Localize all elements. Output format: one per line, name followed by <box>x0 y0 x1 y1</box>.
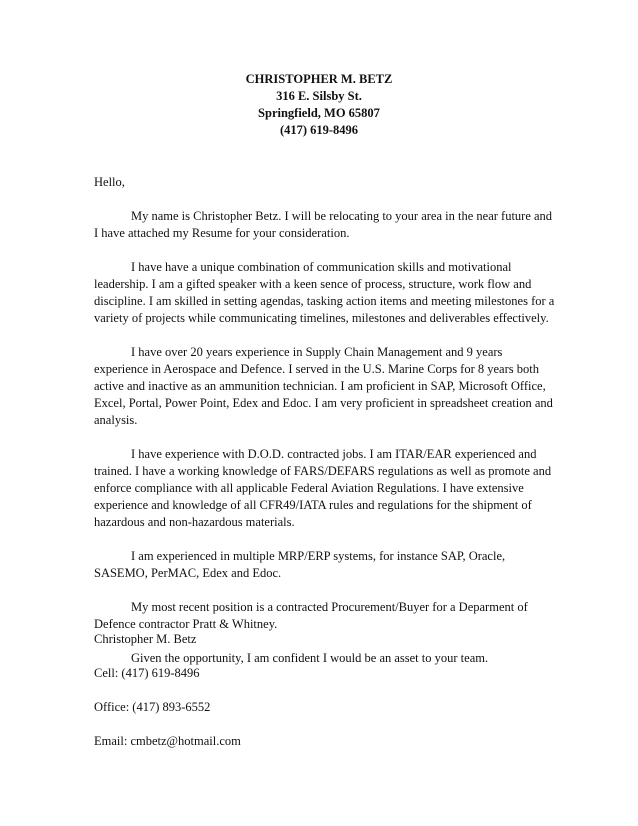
paragraph-intro: My name is Christopher Betz. I will be relocating to your area in the near future and I have attached my Resume for your consideration. <box>94 209 553 240</box>
signature-name: Christopher M. Betz <box>94 632 197 646</box>
paragraph-closing: Given the opportunity, I am confident I would be an asset to your team. <box>131 651 489 665</box>
greeting: Hello, <box>94 175 125 189</box>
signature-email: Email: cmbetz@hotmail.com <box>94 734 241 748</box>
sender-name: CHRISTOPHER M. BETZ <box>245 72 393 86</box>
signature-cell: Cell: (417) 619-8496 <box>94 666 200 680</box>
letter-header <box>0 71 638 139</box>
signature-office: Office: (417) 893-6552 <box>94 700 211 714</box>
letter-body <box>94 174 556 684</box>
paragraph-recent-position: My most recent position is a contracted Procurement/Buyer for a Deparment of Defence contractor Pratt & Whitney. <box>94 600 528 631</box>
paragraph-experience: I have over 20 years experience in Supply Chain Management and 9 years experience in Aerospace and Defence. I served in the U.S. Marine Corps for 8 years both active and inactive as an ammunition technician. I am proficient in SAP, Microsoft Office, Excel, Portal, Power Point, Edex and Edoc. I am very proficient in spreadsheet creation and analysis. <box>94 345 553 427</box>
sender-phone: (417) 619-8496 <box>279 123 359 137</box>
signature-block <box>94 631 241 767</box>
sender-city: Springfield, MO 65807 <box>258 106 380 120</box>
paragraph-skills: I have have a unique combination of communication skills and motivational leadership. I am a gifted speaker with a keen sence of process, structure, work flow and discipline. I am skilled in setting agendas, tasking action items and meeting milestones for a variety of projects while communicating timelines, milestones and deliverables effectively. <box>94 260 555 325</box>
paragraph-dod: I have experience with D.O.D. contracted jobs. I am ITAR/EAR experienced and trained. I have a working knowledge of FARS/DEFARS regulations as well as promote and enforce compliance with all applicable Federal Aviation Regulations. I have extensive experience and knowledge of all CFR49/IATA rules and regulations for the shipment of hazardous and non-hazardous materials. <box>94 447 552 529</box>
sender-street: 316 E. Silsby St. <box>276 89 362 103</box>
paragraph-systems: I am experienced in multiple MRP/ERP systems, for instance SAP, Oracle, SASEMO, PerMAC, Edex and Edoc. <box>94 549 506 580</box>
